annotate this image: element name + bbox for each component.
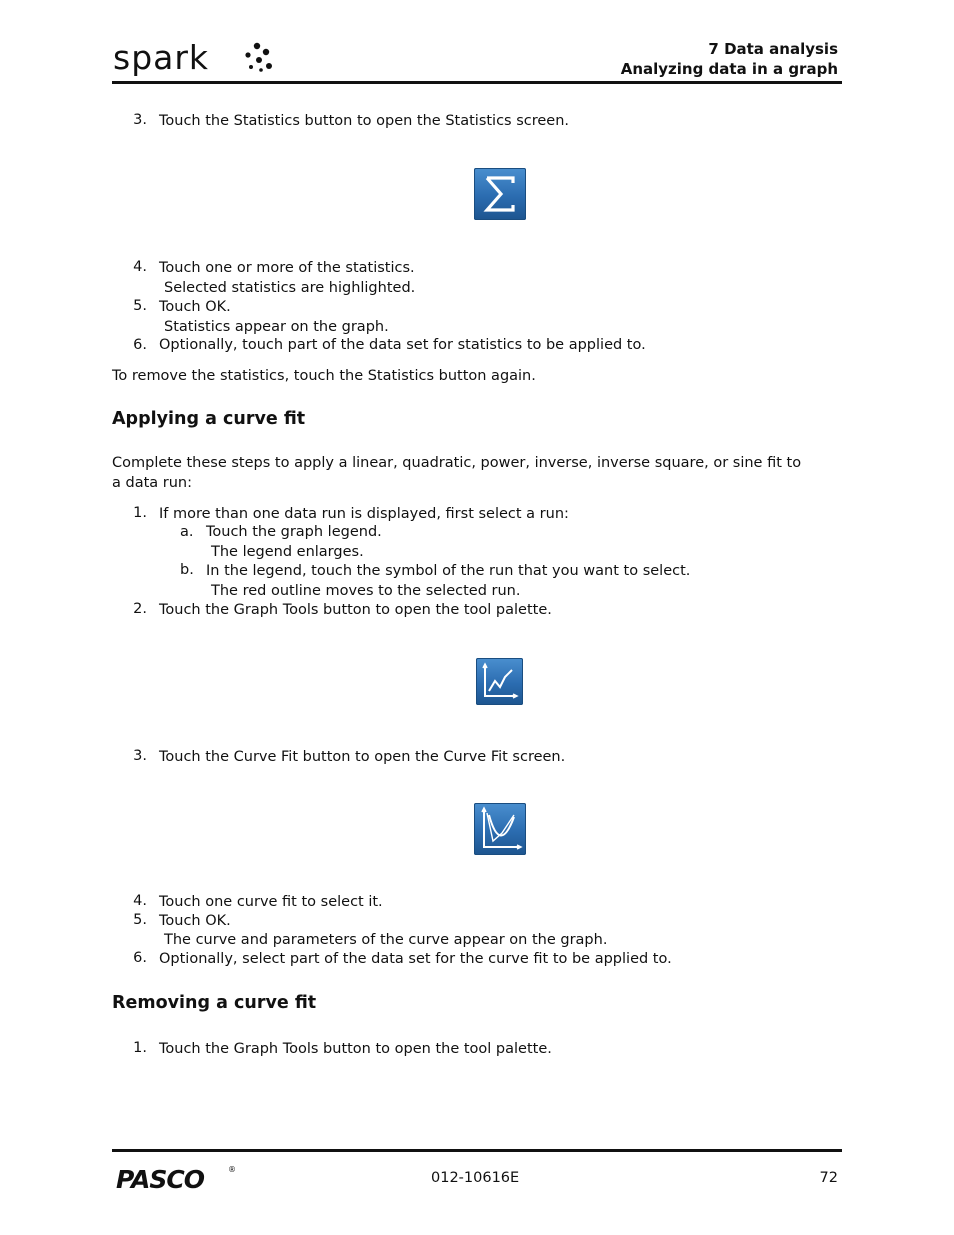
document-number: 012-10616E	[431, 1170, 520, 1186]
step-number: 6.	[133, 337, 147, 353]
spark-logo-text: spark	[113, 38, 210, 77]
step-result: Selected statistics are highlighted.	[164, 280, 416, 296]
spark-dots-icon	[241, 42, 277, 74]
step-number: 5.	[133, 912, 147, 928]
remove-statistics-note: To remove the statistics, touch the Statistics button again.	[112, 368, 536, 384]
page-number: 72	[819, 1170, 838, 1186]
step-number: 4.	[133, 259, 147, 275]
sigma-icon	[474, 168, 526, 220]
step-number: 3.	[133, 748, 147, 764]
step-number: 6.	[133, 950, 147, 966]
substep-letter: b.	[180, 562, 194, 578]
step-text: Touch one or more of the statistics.	[159, 260, 415, 276]
step-result: Statistics appear on the graph.	[164, 319, 389, 335]
curve-fit-icon	[474, 803, 526, 855]
step-number: 2.	[133, 601, 147, 617]
step-text: Touch the Curve Fit button to open the Curve Fit screen.	[159, 749, 566, 765]
step-result: The curve and parameters of the curve appear on the graph.	[164, 932, 608, 948]
step-number: 1.	[133, 1040, 147, 1056]
graph-tools-icon	[476, 658, 523, 705]
statistics-button[interactable]	[474, 168, 526, 220]
spark-logo	[113, 38, 271, 78]
registered-mark: ®	[228, 1165, 236, 1174]
step-text: Touch OK.	[159, 913, 231, 929]
footer-rule	[112, 1149, 842, 1152]
step-number: 4.	[133, 893, 147, 909]
header-rule	[112, 81, 842, 84]
step-number: 1.	[133, 505, 147, 521]
heading-removing-curve-fit: Removing a curve fit	[112, 993, 317, 1013]
step-text: Touch the Graph Tools button to open the tool palette.	[159, 602, 552, 618]
step-number: 5.	[133, 298, 147, 314]
substep-result: The red outline moves to the selected run.	[211, 583, 521, 599]
graph-tools-button[interactable]	[476, 658, 523, 705]
running-header	[621, 39, 838, 79]
substep-text: Touch the graph legend.	[206, 524, 382, 540]
step-text: Optionally, touch part of the data set for statistics to be applied to.	[159, 337, 646, 353]
step-text: Touch OK.	[159, 299, 231, 315]
step-text: Touch one curve fit to select it.	[159, 894, 383, 910]
pasco-logo: PASCO	[116, 1165, 204, 1194]
step-text: Optionally, select part of the data set for the curve fit to be applied to.	[159, 951, 672, 967]
trademark: ™	[265, 64, 271, 71]
heading-applying-curve-fit: Applying a curve fit	[112, 409, 306, 429]
step-number: 3.	[133, 112, 147, 128]
intro-text: Complete these steps to apply a linear, quadratic, power, inverse, inverse square, or sine fit to	[112, 455, 802, 471]
step-text: Touch the Graph Tools button to open the tool palette.	[159, 1041, 552, 1057]
substep-text: In the legend, touch the symbol of the run that you want to select.	[206, 563, 691, 579]
intro-text-cont: a data run:	[112, 475, 192, 491]
substep-letter: a.	[180, 524, 194, 540]
substep-result: The legend enlarges.	[211, 544, 364, 560]
step-text: If more than one data run is displayed, first select a run:	[159, 506, 569, 522]
section-title: Analyzing data in a graph	[620, 60, 838, 78]
curve-fit-button[interactable]	[474, 803, 526, 855]
step-text: Touch the Statistics button to open the Statistics screen.	[159, 113, 570, 129]
chapter-title: 7 Data analysis	[708, 40, 838, 58]
